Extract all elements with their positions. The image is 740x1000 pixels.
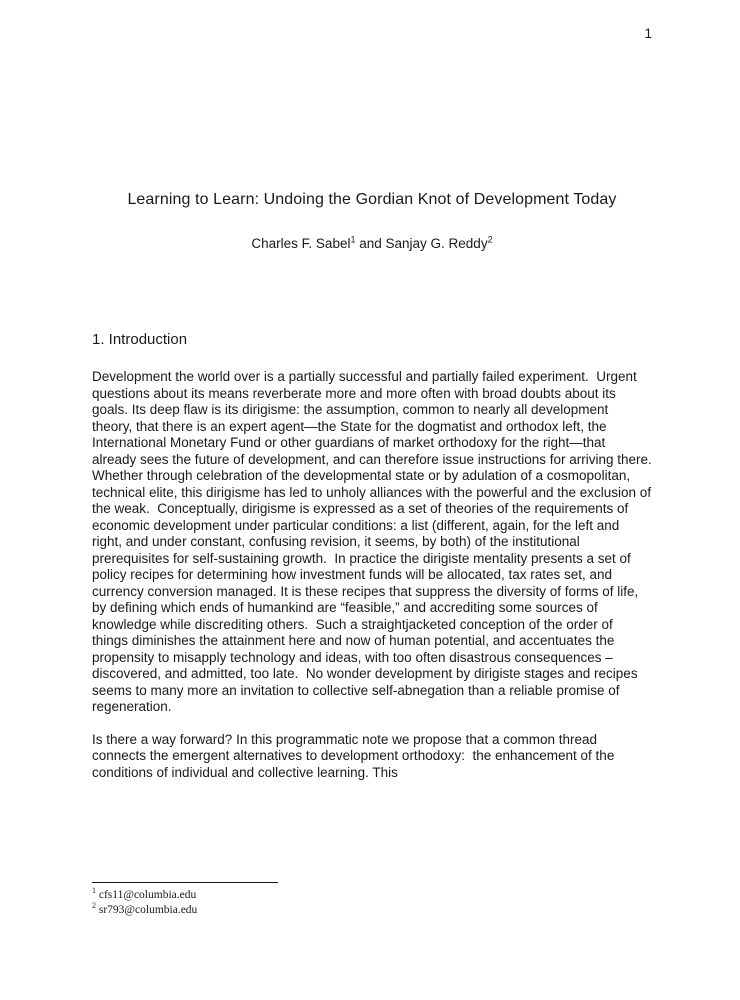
authors-line bbox=[92, 236, 652, 251]
footnote-area bbox=[92, 882, 652, 918]
author-1-name: Charles F. Sabel bbox=[251, 236, 351, 251]
footnote-2-text: sr793@columbia.edu bbox=[98, 904, 198, 916]
paragraph-2: Is there a way forward? In this programmatic note we propose that a common thread connects the emergent alternatives to development orthodoxy: the enhancement of the conditions of individual and collective learning. This bbox=[92, 731, 619, 780]
footnote-2-marker: 2 bbox=[92, 901, 96, 911]
footnote-1 bbox=[92, 888, 652, 903]
footnote-2 bbox=[92, 903, 652, 918]
paragraph-1: Development the world over is a partially successful and partially failed experiment. Urgent questions about its means reverberate more and more often with broad doubts about its goals. Its deep flaw is its dirigisme: the assumption, common to nearly all development theory, that there is an expert agent—the State for the dogmatist and orthodox left, the International Monetary Fund or other guardians of market orthodoxy for the right—that already sees the future of development, and can therefore issue instructions for arriving there. Whether through celebration of the developmental state or by adulation of a cosmopolitan, technical elite, this dirigisme has led to unholy alliances with the powerful and the exclusion of the weak. Conceptually, dirigisme is expressed as a set of theories of the requirements of economic development under particular conditions: a list (different, again, for the left and right, and under constant, confusing revision, it seems, by both) of the institutional prerequisites for self-sustaining growth. In practice the dirigiste mentality presents a set of policy recipes for determining how investment funds will be allocated, tax rates set, and currency conversion managed. It is these recipes that suppress the diversity of forms of life, by defining which ends of humankind are “feasible,” and accrediting some sources of knowledge while discrediting others. Such a straightjacketed conception of the order of things diminishes the attainment here and now of human potential, and accentuates the propensity to misapply technology and ideas, with too often disastrous consequences – discovered, and admitted, too late. No wonder development by dirigiste stages and recipes seems to many more an invitation to collective self-abnegation than a reliable promise of regeneration. bbox=[92, 369, 664, 714]
footnote-1-text: cfs11@columbia.edu bbox=[98, 889, 197, 901]
footnote-1-marker: 1 bbox=[92, 886, 96, 896]
section-heading-introduction: 1. Introduction bbox=[92, 331, 188, 348]
footnote-separator-rule bbox=[92, 882, 278, 883]
authors-connector: and bbox=[355, 236, 386, 251]
author-1-footnote-ref: 1 bbox=[350, 234, 356, 245]
paper-title: Learning to Learn: Undoing the Gordian Knot of Development Today bbox=[127, 191, 617, 208]
author-2-footnote-ref: 2 bbox=[487, 234, 493, 245]
page-number: 1 bbox=[644, 26, 652, 41]
author-2-name: Sanjay G. Reddy bbox=[385, 236, 488, 251]
